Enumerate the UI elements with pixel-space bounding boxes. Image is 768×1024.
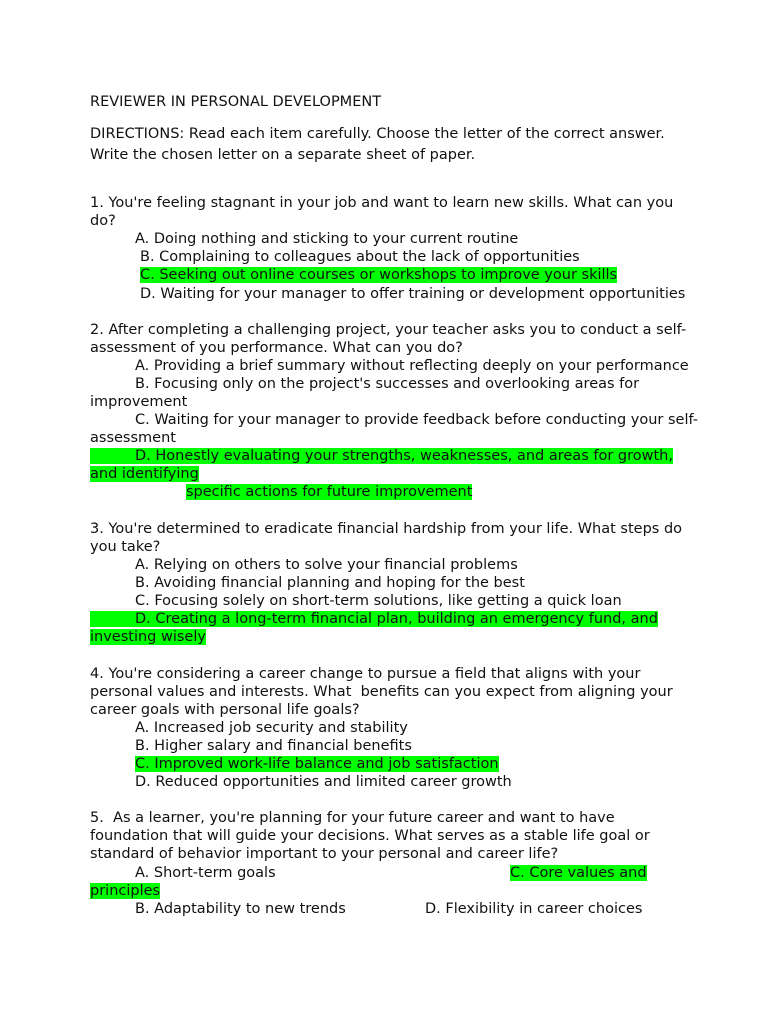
document-title: REVIEWER IN PERSONAL DEVELOPMENT (90, 94, 382, 110)
q1-stem-line-1: 1. You're feeling stagnant in your job and want to learn new skills. What can you (90, 195, 674, 211)
q2-option-d-highlight-2: and identifying (90, 466, 199, 482)
q5-option-c-answer-line-1 (510, 864, 647, 882)
q5-option-c-highlight-1: C. Core values and (510, 865, 647, 881)
q4-option-c-highlight: C. Improved work-life balance and job satisfaction (135, 756, 499, 772)
q3-stem-line-1: 3. You're determined to eradicate financial hardship from your life. What steps do (90, 521, 683, 537)
q3-option-c: C. Focusing solely on short-term solutions, like getting a quick loan (135, 593, 622, 609)
q1-option-c-highlight: C. Seeking out online courses or workshops to improve your skills (140, 267, 618, 283)
q2-option-d-highlight-1: D. Honestly evaluating your strengths, weaknesses, and areas for growth, (90, 448, 673, 464)
q4-option-b: B. Higher salary and financial benefits (135, 738, 412, 754)
q4-option-a: A. Increased job security and stability (135, 720, 408, 736)
q5-stem-line-1: 5. As a learner, you're planning for your future career and want to have (90, 810, 615, 826)
q4-stem-line-1: 4. You're considering a career change to pursue a field that aligns with your (90, 666, 641, 682)
q4-stem-line-3: career goals with personal life goals? (90, 702, 360, 718)
q2-option-c-line-2: assessment (90, 430, 176, 446)
q4-stem-line-2: personal values and interests. What benefits can you expect from aligning your (90, 684, 673, 700)
q2-option-a: A. Providing a brief summary without reflecting deeply on your performance (135, 358, 689, 374)
q2-stem-line-2: assessment of you performance. What can you do? (90, 340, 463, 356)
q1-option-a: A. Doing nothing and sticking to your current routine (135, 231, 519, 247)
q3-option-d-highlight-1: D. Creating a long-term financial plan, building an emergency fund, and (90, 611, 658, 627)
q3-option-d-highlight-2: investing wisely (90, 629, 206, 645)
q5-option-c-highlight-2: principles (90, 883, 161, 899)
q2-option-d-answer-line-1 (90, 447, 673, 465)
q1-option-b: B. Complaining to colleagues about the lack of opportunities (140, 249, 580, 265)
q2-option-b-line-2: improvement (90, 394, 188, 410)
q3-option-d-answer-line-1 (90, 610, 658, 628)
q2-option-d-highlight-3: specific actions for future improvement (186, 484, 473, 500)
q2-option-c-line-1: C. Waiting for your manager to provide feedback before conducting your self- (135, 412, 699, 428)
q3-option-a: A. Relying on others to solve your financial problems (135, 557, 518, 573)
q3-option-b: B. Avoiding financial planning and hoping for the best (135, 575, 525, 591)
q4-option-c-answer (135, 755, 499, 773)
directions-line-1: DIRECTIONS: Read each item carefully. Choose the letter of the correct answer. (90, 126, 665, 142)
q5-option-c-answer-line-2 (90, 882, 160, 900)
q2-option-b-line-1: B. Focusing only on the project's successes and overlooking areas for (135, 376, 640, 392)
q3-option-d-answer-line-2 (90, 628, 206, 646)
q5-stem-line-3: standard of behavior important to your personal and career life? (90, 846, 559, 862)
q1-option-c-answer (140, 266, 617, 284)
q2-option-d-answer-line-3 (186, 483, 472, 501)
q5-stem-line-2: foundation that will guide your decisions. What serves as a stable life goal or (90, 828, 650, 844)
directions-line-2: Write the chosen letter on a separate sheet of paper. (90, 147, 476, 163)
q2-option-d-answer-line-2 (90, 465, 199, 483)
q2-stem-line-1: 2. After completing a challenging project, your teacher asks you to conduct a self- (90, 322, 687, 338)
q5-option-a: A. Short-term goals (135, 865, 276, 881)
q5-option-d: D. Flexibility in career choices (425, 901, 643, 917)
q5-option-b: B. Adaptability to new trends (135, 901, 346, 917)
q1-stem-line-2: do? (90, 213, 116, 229)
q1-option-d: D. Waiting for your manager to offer training or development opportunities (140, 286, 686, 302)
q4-option-d: D. Reduced opportunities and limited career growth (135, 774, 512, 790)
q3-stem-line-2: you take? (90, 539, 161, 555)
